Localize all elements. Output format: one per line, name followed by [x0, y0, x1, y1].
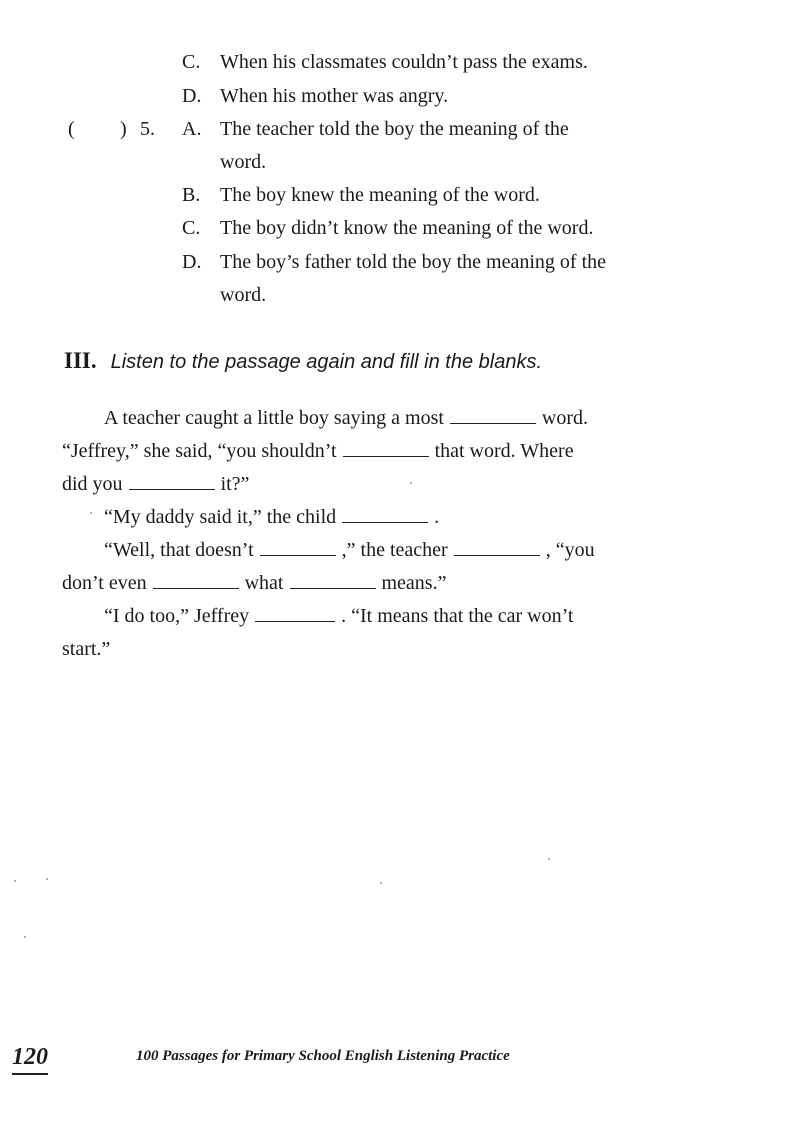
- section-heading: [64, 348, 542, 374]
- passage-line-2: [62, 439, 574, 463]
- passage-text: don’t even: [62, 572, 147, 594]
- passage-text: what: [244, 572, 284, 594]
- passage-line-7: [104, 604, 573, 628]
- q5-option-c: [182, 216, 593, 240]
- blank-7[interactable]: [153, 572, 239, 589]
- passage-line-1: [104, 406, 588, 430]
- passage-line-5: [104, 538, 595, 562]
- passage-line-6: [62, 571, 446, 595]
- q5-option-a-cont: word.: [220, 151, 267, 173]
- passage-text: A teacher caught a little boy saying a most: [104, 407, 444, 429]
- blank-4[interactable]: [342, 506, 428, 523]
- page-number: 120: [12, 1044, 48, 1075]
- option-letter: D.: [182, 85, 202, 107]
- section-instruction: Listen to the passage again and fill in the blanks.: [110, 351, 543, 373]
- blank-5[interactable]: [260, 539, 336, 556]
- book-title: 100 Passages for Primary School English Listening Practice: [136, 1048, 510, 1064]
- q5-number: 5.: [140, 118, 155, 140]
- option-letter: C.: [182, 51, 201, 73]
- passage-text: “Jeffrey,” she said, “you shouldn’t: [62, 440, 337, 462]
- scan-speck: [380, 882, 382, 884]
- q5-answer-paren-open: (: [68, 118, 75, 140]
- passage-text: that word. Where: [434, 440, 574, 462]
- blank-6[interactable]: [454, 539, 540, 556]
- passage-text: .: [434, 506, 440, 528]
- blank-9[interactable]: [255, 605, 335, 622]
- blank-1[interactable]: [450, 407, 536, 424]
- passage-text: did you: [62, 473, 123, 495]
- scan-speck: [46, 878, 48, 880]
- option-letter: A.: [182, 118, 202, 140]
- q5-option-d-cont: word.: [220, 284, 267, 306]
- option-letter: B.: [182, 184, 201, 206]
- passage-text: word.: [541, 407, 589, 429]
- passage-line-3: [62, 472, 249, 496]
- q5-option-a: [182, 117, 569, 141]
- passage-text: “I do too,” Jeffrey: [104, 605, 250, 627]
- option-letter: C.: [182, 217, 201, 239]
- scan-speck: [14, 880, 16, 882]
- passage-text: “My daddy said it,” the child: [104, 506, 337, 528]
- section-numeral: III.: [64, 348, 97, 373]
- blank-8[interactable]: [290, 572, 376, 589]
- blank-2[interactable]: [343, 440, 429, 457]
- passage-text: it?”: [220, 473, 250, 495]
- option-text: The teacher told the boy the meaning of the: [220, 118, 569, 140]
- q5-answer-paren-close: ): [120, 118, 127, 140]
- q5-option-d: [182, 250, 606, 274]
- scan-speck: [24, 936, 26, 938]
- passage-text: . “It means that the car won’t: [341, 605, 574, 627]
- scan-speck: [548, 858, 550, 860]
- passage-text: , “you: [545, 539, 595, 561]
- scan-speck: [90, 512, 92, 514]
- option-text: The boy didn’t know the meaning of the word.: [220, 217, 594, 239]
- option-text: When his classmates couldn’t pass the exams.: [220, 51, 588, 73]
- option-text: The boy knew the meaning of the word.: [220, 184, 540, 206]
- option-letter: D.: [182, 251, 202, 273]
- scan-speck: [410, 482, 412, 484]
- blank-3[interactable]: [129, 473, 215, 490]
- passage-text: “Well, that doesn’t: [104, 539, 254, 561]
- passage-text: ,” the teacher: [341, 539, 448, 561]
- q4-option-d: [182, 84, 448, 108]
- passage-line-8: start.”: [62, 638, 111, 660]
- q4-option-c: [182, 50, 588, 74]
- passage-text: means.”: [381, 572, 447, 594]
- option-text: When his mother was angry.: [220, 85, 449, 107]
- q5-option-b: [182, 183, 540, 207]
- passage-line-4: [104, 505, 439, 529]
- option-text: The boy’s father told the boy the meaning of the: [220, 251, 607, 273]
